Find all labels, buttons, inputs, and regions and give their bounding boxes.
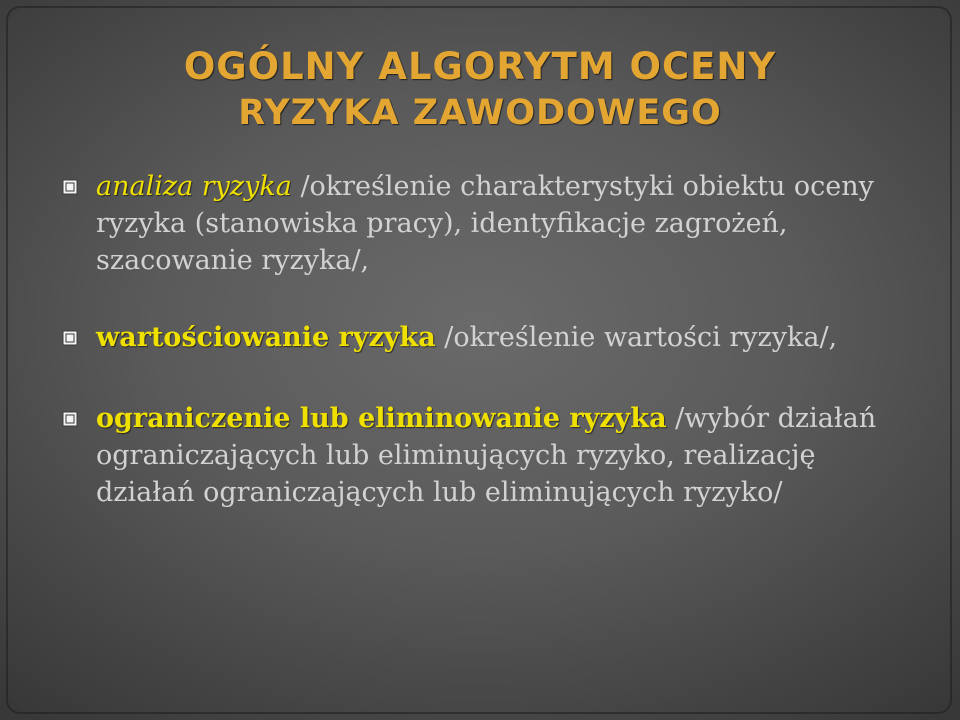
bullet-text: /określenie wartości ryzyka/, (435, 322, 838, 353)
bullet-list (62, 168, 922, 551)
bullet-item-evaluation (62, 319, 922, 356)
title-line-2: RYZYKA ZAWODOWEGO (238, 93, 722, 133)
boxed-square-bullet-icon (62, 330, 78, 346)
bullet-text: /określenie charakterystyki obiektu oceny ryzyka (stanowiska pracy), identyfikacje zagrożeń, szacowanie ryzyka/, (96, 171, 874, 276)
bullet-item-reduction (62, 400, 922, 511)
bullet-term: analiza ryzyka (96, 171, 292, 202)
bullet-term: wartościowanie ryzyka (96, 322, 436, 353)
slide-title (0, 44, 960, 136)
boxed-square-bullet-icon (62, 411, 78, 427)
bullet-term: ograniczenie lub eliminowanie ryzyka (96, 403, 667, 434)
bullet-text: /wybór działań ograniczających lub eliminujących ryzyko, realizację działań ograniczających lub eliminujących ryzyko/ (96, 403, 877, 508)
boxed-square-bullet-icon (62, 179, 78, 195)
bullet-item-analysis (62, 168, 922, 279)
title-line-1: OGÓLNY ALGORYTM OCENY (183, 45, 777, 88)
